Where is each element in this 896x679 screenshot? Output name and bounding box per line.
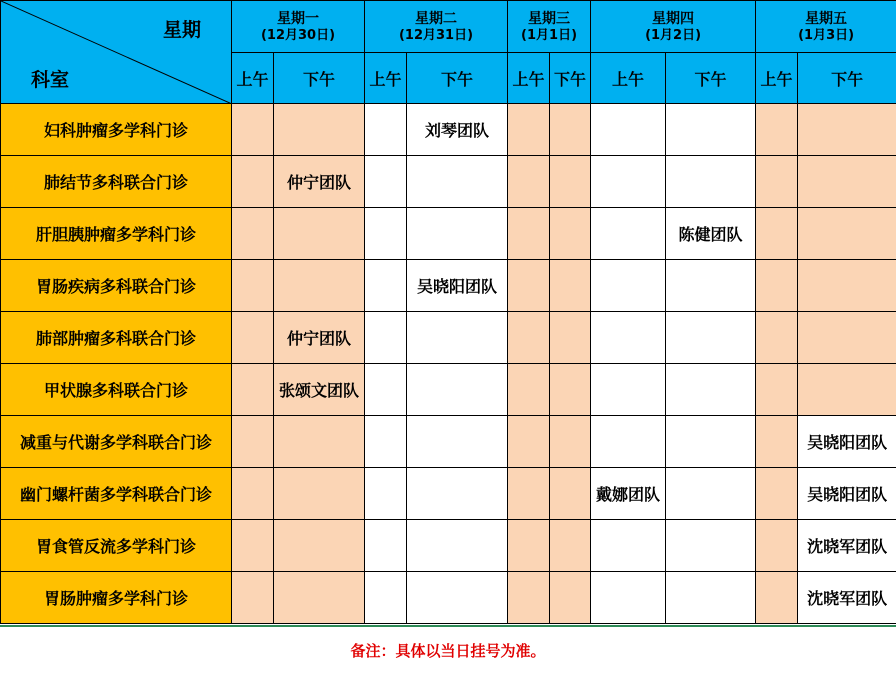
empty-cell — [550, 208, 591, 260]
department-name: 肺部肿瘤多科联合门诊 — [1, 312, 232, 364]
empty-cell — [232, 312, 274, 364]
day-date: (1月2日) — [591, 28, 755, 44]
half-header-am: 上午 — [591, 53, 666, 104]
empty-cell — [798, 312, 896, 364]
day-name: 星期四 — [591, 10, 755, 28]
day-date: (12月31日) — [365, 28, 507, 44]
day-name: 星期二 — [365, 10, 507, 28]
department-name: 幽门螺杆菌多学科联合门诊 — [1, 468, 232, 520]
half-header-pm: 下午 — [550, 53, 591, 104]
table-row — [1, 260, 896, 312]
footnote-text: 备注：具体以当日挂号为准。 — [350, 642, 545, 660]
empty-cell — [274, 416, 365, 468]
empty-cell — [550, 520, 591, 572]
half-header-am: 上午 — [365, 53, 407, 104]
day-header-mon — [232, 1, 365, 53]
empty-cell — [407, 520, 508, 572]
empty-cell — [508, 520, 550, 572]
empty-cell — [365, 364, 407, 416]
empty-cell — [274, 572, 365, 624]
table-row — [1, 468, 896, 520]
day-header-wed — [508, 1, 591, 53]
empty-cell — [365, 416, 407, 468]
empty-cell — [591, 572, 666, 624]
empty-cell — [365, 312, 407, 364]
empty-cell — [508, 312, 550, 364]
table-row — [1, 312, 896, 364]
empty-cell — [591, 312, 666, 364]
empty-cell — [508, 364, 550, 416]
empty-cell — [666, 312, 756, 364]
team-cell: 沈晓军团队 — [798, 572, 896, 624]
team-cell: 吴晓阳团队 — [798, 468, 896, 520]
empty-cell — [508, 416, 550, 468]
team-cell: 张颂文团队 — [274, 364, 365, 416]
day-header-fri — [756, 1, 896, 53]
empty-cell — [407, 156, 508, 208]
department-name: 肝胆胰肿瘤多学科门诊 — [1, 208, 232, 260]
table-row — [1, 520, 896, 572]
empty-cell — [756, 468, 798, 520]
empty-cell — [666, 520, 756, 572]
empty-cell — [365, 520, 407, 572]
empty-cell — [232, 520, 274, 572]
empty-cell — [407, 416, 508, 468]
empty-cell — [550, 312, 591, 364]
department-name: 胃肠疾病多科联合门诊 — [1, 260, 232, 312]
empty-cell — [232, 364, 274, 416]
empty-cell — [550, 260, 591, 312]
day-date: (12月30日) — [232, 28, 364, 44]
empty-cell — [756, 416, 798, 468]
empty-cell — [666, 104, 756, 156]
department-name: 肺结节多科联合门诊 — [1, 156, 232, 208]
half-header-am: 上午 — [508, 53, 550, 104]
half-header-pm: 下午 — [798, 53, 896, 104]
empty-cell — [550, 468, 591, 520]
empty-cell — [232, 468, 274, 520]
empty-cell — [666, 364, 756, 416]
empty-cell — [550, 572, 591, 624]
empty-cell — [550, 364, 591, 416]
empty-cell — [365, 468, 407, 520]
half-header-pm: 下午 — [274, 53, 365, 104]
empty-cell — [274, 104, 365, 156]
empty-cell — [407, 572, 508, 624]
day-date: (1月1日) — [508, 28, 590, 44]
team-cell: 仲宁团队 — [274, 156, 365, 208]
empty-cell — [232, 104, 274, 156]
table-row — [1, 416, 896, 468]
half-header-am: 上午 — [232, 53, 274, 104]
empty-cell — [508, 104, 550, 156]
empty-cell — [274, 260, 365, 312]
empty-cell — [365, 156, 407, 208]
empty-cell — [274, 468, 365, 520]
table-row — [1, 156, 896, 208]
empty-cell — [232, 156, 274, 208]
table-row — [1, 104, 896, 156]
empty-cell — [756, 572, 798, 624]
empty-cell — [274, 520, 365, 572]
empty-cell — [666, 572, 756, 624]
empty-cell — [591, 104, 666, 156]
empty-cell — [550, 416, 591, 468]
half-header-am: 上午 — [756, 53, 798, 104]
half-header-pm: 下午 — [666, 53, 756, 104]
weekday-axis-label: 星期 — [163, 15, 201, 42]
empty-cell — [756, 260, 798, 312]
empty-cell — [756, 364, 798, 416]
day-name: 星期三 — [508, 10, 590, 28]
day-header-tue — [365, 1, 508, 53]
empty-cell — [550, 156, 591, 208]
empty-cell — [756, 104, 798, 156]
empty-cell — [756, 156, 798, 208]
empty-cell — [798, 104, 896, 156]
empty-cell — [756, 520, 798, 572]
empty-cell — [666, 260, 756, 312]
day-date: (1月3日) — [756, 28, 896, 44]
empty-cell — [798, 156, 896, 208]
empty-cell — [232, 208, 274, 260]
empty-cell — [274, 208, 365, 260]
empty-cell — [591, 208, 666, 260]
corner-header — [1, 1, 232, 104]
empty-cell — [798, 208, 896, 260]
day-header-thu — [591, 1, 756, 53]
empty-cell — [508, 260, 550, 312]
empty-cell — [798, 260, 896, 312]
empty-cell — [365, 208, 407, 260]
empty-cell — [666, 156, 756, 208]
team-cell: 戴娜团队 — [591, 468, 666, 520]
empty-cell — [666, 416, 756, 468]
department-name: 胃食管反流多学科门诊 — [1, 520, 232, 572]
table-row — [1, 208, 896, 260]
empty-cell — [666, 468, 756, 520]
day-name: 星期五 — [756, 10, 896, 28]
empty-cell — [756, 208, 798, 260]
team-cell: 吴晓阳团队 — [798, 416, 896, 468]
department-name: 减重与代谢多学科联合门诊 — [1, 416, 232, 468]
empty-cell — [365, 260, 407, 312]
day-name: 星期一 — [232, 10, 364, 28]
empty-cell — [407, 364, 508, 416]
empty-cell — [591, 156, 666, 208]
department-axis-label: 科室 — [31, 65, 69, 92]
half-header-pm: 下午 — [407, 53, 508, 104]
empty-cell — [550, 104, 591, 156]
empty-cell — [407, 468, 508, 520]
empty-cell — [407, 312, 508, 364]
department-name: 妇科肿瘤多学科门诊 — [1, 104, 232, 156]
empty-cell — [407, 208, 508, 260]
empty-cell — [232, 572, 274, 624]
empty-cell — [508, 208, 550, 260]
team-cell: 刘琴团队 — [407, 104, 508, 156]
empty-cell — [232, 416, 274, 468]
footnote-bar — [0, 625, 896, 679]
empty-cell — [591, 364, 666, 416]
team-cell: 仲宁团队 — [274, 312, 365, 364]
empty-cell — [232, 260, 274, 312]
empty-cell — [591, 520, 666, 572]
empty-cell — [508, 156, 550, 208]
empty-cell — [798, 364, 896, 416]
team-cell: 陈健团队 — [666, 208, 756, 260]
department-name: 胃肠肿瘤多学科门诊 — [1, 572, 232, 624]
empty-cell — [508, 572, 550, 624]
department-name: 甲状腺多科联合门诊 — [1, 364, 232, 416]
empty-cell — [756, 312, 798, 364]
empty-cell — [365, 104, 407, 156]
team-cell: 吴晓阳团队 — [407, 260, 508, 312]
empty-cell — [508, 468, 550, 520]
table-row — [1, 364, 896, 416]
empty-cell — [591, 416, 666, 468]
table-row — [1, 572, 896, 624]
empty-cell — [365, 572, 407, 624]
team-cell: 沈晓军团队 — [798, 520, 896, 572]
empty-cell — [591, 260, 666, 312]
